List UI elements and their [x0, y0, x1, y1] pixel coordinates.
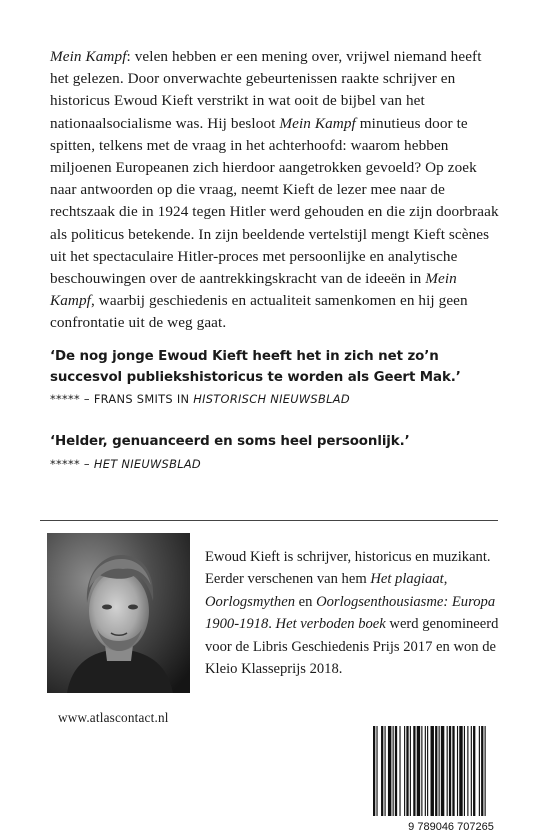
barcode-bar — [431, 726, 434, 816]
review-quote-text: ‘De nog jonge Ewoud Kieft heeft het in zich net zo’n succesvol publiekshistoricus te worden als Geert Mak.’ — [50, 349, 461, 385]
review-quote — [50, 347, 510, 408]
barcode-bar — [464, 726, 465, 816]
barcode-bar — [439, 726, 440, 816]
book-title: Oorlogsenthousiasme: Europa 1900-1918 — [205, 593, 496, 633]
barcode-image — [367, 722, 525, 834]
blurb-text: , waarbij geschiedenis en actualiteit samenkomen en hij geen confrontatie uit de weg gaat. — [50, 292, 468, 332]
review-rating: ***** — [50, 456, 80, 471]
barcode-bar — [425, 726, 426, 816]
isbn-number: 9 789046 707265 — [408, 821, 494, 833]
barcode-bar — [417, 726, 420, 816]
barcode-bar — [452, 726, 454, 816]
section-divider — [40, 520, 498, 521]
review-publication: HET NIEUWSBLAD — [93, 456, 201, 471]
separator: – — [79, 456, 94, 471]
barcode-bar — [471, 726, 472, 816]
separator: . — [268, 616, 276, 633]
barcode-bar — [373, 726, 375, 816]
book-title: Het verboden boek — [275, 616, 386, 633]
barcode-bar — [395, 726, 397, 816]
barcode-bar — [404, 726, 405, 816]
bio-text: werd genomineerd voor de Libris Geschiedenis Prijs 2017 en won de Kleio Klasseprijs 2018. — [205, 616, 499, 678]
review-rating: ***** — [50, 392, 80, 406]
barcode-bar — [381, 726, 383, 816]
barcode-bar — [479, 726, 480, 816]
book-title-mein-kampf: Mein Kampf — [50, 270, 457, 310]
review-source — [50, 391, 510, 408]
book-title-mein-kampf: Mein Kampf — [50, 48, 127, 65]
barcode-bar — [388, 726, 391, 816]
author-bio — [205, 546, 505, 680]
review-quote-text: ‘Helder, genuanceerd en soms heel persoonlijk.’ — [50, 434, 410, 449]
barcode-bar — [421, 726, 422, 816]
review-source — [50, 456, 510, 473]
separator: , — [443, 571, 448, 588]
separator: en — [295, 593, 317, 610]
barcode-bar — [447, 726, 448, 816]
back-cover-blurb — [50, 46, 500, 335]
barcode-bar — [485, 726, 486, 816]
review-quote — [50, 432, 510, 473]
book-title: Het plagiaat — [370, 571, 444, 588]
barcode-bar — [410, 726, 411, 816]
blurb-text: : velen hebben er een mening over, vrijwel niemand heeft het gelezen. Door onverwachte gebeurtenissen raakte schrijver en historicus Ewoud Kieft verstrikt in wat ooit de bijbel van het nationaalsocialisme was. Hij besloot — [50, 48, 482, 132]
barcode-bar — [459, 726, 462, 816]
barcode-bar — [427, 726, 428, 816]
barcode-bar — [481, 726, 483, 816]
blurb-text: minutieus door te spitten, telkens met de vraag in het achterhoofd: waarom hebben miljoenen Europeanen zich hierdoor aangetrokken gevoeld? Op zoek naar antwoorden op die vraag, neemt Kieft de lezer mee naar de rechtszaak die in 1924 tegen Hitler werd gehouden en die zijn doorbraak als politicus betekende. In zijn beeldende vertelstijl mengt Kieft scènes uit het spectaculaire Hitler-proces met persoonlijke en analytische beschouwingen over de aantrekkingskracht van de ideeën in — [50, 114, 499, 288]
author-photo — [47, 533, 190, 693]
blurb-paragraph — [50, 46, 500, 335]
barcode-bar — [385, 726, 386, 816]
barcode-bar — [413, 726, 415, 816]
barcode-bar — [441, 726, 444, 816]
barcode-bar — [449, 726, 451, 816]
bio-text: Ewoud Kieft is schrijver, historicus en muzikant. Eerder verschenen van hem — [205, 549, 491, 588]
barcode-bar — [406, 726, 408, 816]
barcode-bar — [473, 726, 475, 816]
barcode-bar — [467, 726, 468, 816]
book-title: Oorlogsmythen — [205, 593, 295, 610]
isbn-barcode — [367, 722, 525, 834]
barcode-bar — [393, 726, 394, 816]
author-portrait-image — [47, 533, 190, 693]
barcode-bar — [457, 726, 458, 816]
publisher-url[interactable]: www.atlascontact.nl — [58, 710, 169, 725]
separator: – — [79, 392, 94, 406]
barcode-bar — [399, 726, 400, 816]
barcode-bar — [435, 726, 437, 816]
review-author: FRANS SMITS IN — [93, 392, 194, 406]
book-title-mein-kampf: Mein Kampf — [279, 114, 356, 132]
review-publication: HISTORISCH NIEUWSBLAD — [193, 392, 350, 406]
barcode-bar — [376, 726, 377, 816]
